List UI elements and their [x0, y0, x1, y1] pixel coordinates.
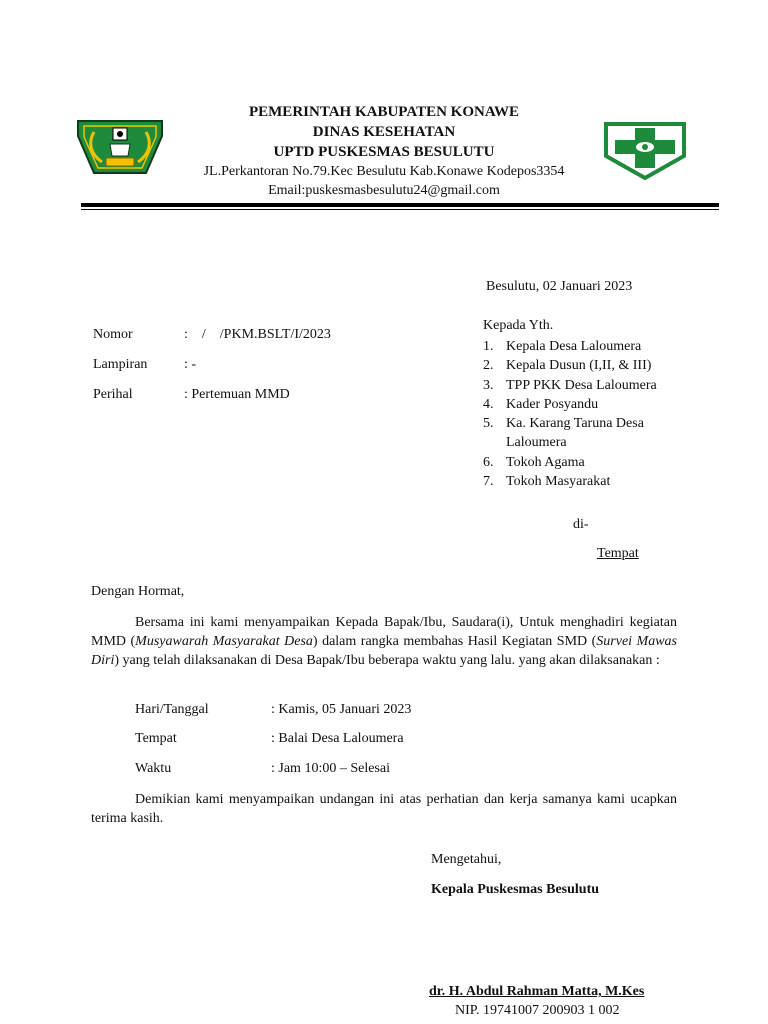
- signer-nip: NIP. 19741007 200903 1 002: [455, 1003, 620, 1018]
- lampiran-label: Lampiran: [93, 357, 148, 372]
- list-item: 2. Kepala Dusun (I,II, & III): [483, 358, 652, 374]
- mengetahui: Mengetahui,: [431, 852, 502, 867]
- konawe-regency-emblem-icon: [76, 118, 164, 178]
- letterhead-rule: [81, 203, 719, 207]
- perihal-label: Perihal: [93, 387, 133, 402]
- schedule-time-label: Waktu: [135, 761, 172, 776]
- signer-name: dr. H. Abdul Rahman Matta, M.Kes: [429, 984, 645, 999]
- smd-expansion: Survei Mawas Diri: [91, 634, 678, 669]
- list-item: 6. Tokoh Agama: [483, 454, 585, 470]
- perihal-value: : Pertemuan MMD: [184, 387, 290, 402]
- recipient-tempat: Tempat: [597, 546, 639, 561]
- schedule-day-value: : Kamis, 05 Januari 2023: [271, 702, 412, 717]
- mmd-expansion: Musyawarah Masyarakat Desa: [135, 634, 313, 650]
- nomor-label: Nomor: [93, 327, 133, 342]
- letterhead-email: Email:puskesmasbesulutu24@gmail.com: [268, 183, 500, 198]
- list-item: 5. Ka. Karang Taruna Desa Laloumera: [483, 416, 644, 451]
- recipient-heading: Kepada Yth.: [483, 318, 554, 333]
- schedule-place-label: Tempat: [135, 731, 177, 746]
- list-item: 4. Kader Posyandu: [483, 396, 599, 412]
- schedule-time-value: : Jam 10:00 – Selesai: [271, 761, 390, 776]
- letter-date: Besulutu, 02 Januari 2023: [486, 279, 633, 294]
- letterhead-unit: UPTD PUSKESMAS BESULUTU: [273, 144, 495, 160]
- body-paragraph: Bersama ini kami menyampaikan Kepada Bapak/Ibu, Saudara(i), Untuk menghadiri kegiatan MMD (Musyawarah Masyarakat Desa) dalam rangka membahas Hasil Kegiatan SMD (Survei Mawas Diri) yang telah dilaksanakan di Desa Bapak/Ibu beberapa waktu yang lalu. yang akan dilaksanakan :: [91, 615, 678, 669]
- letterhead-government: PEMERINTAH KABUPATEN KONAWE: [248, 104, 519, 120]
- letterhead-rule-thin: [81, 209, 719, 210]
- lampiran-value: : -: [184, 357, 197, 372]
- nomor-value: : / /PKM.BSLT/I/2023: [184, 327, 331, 342]
- recipient-list: [483, 337, 683, 491]
- closing-paragraph: Demikian kami menyampaikan undangan ini atas perhatian dan kerja samanya kami ucapkan terima kasih.: [91, 792, 677, 827]
- list-item: 7. Tokoh Masyarakat: [483, 474, 611, 490]
- greeting: Dengan Hormat,: [91, 584, 185, 599]
- list-item: 3. TPP PKK Desa Laloumera: [483, 377, 657, 393]
- signer-title: Kepala Puskesmas Besulutu: [431, 882, 600, 897]
- recipient-di: di-: [573, 517, 589, 532]
- schedule-place-value: : Balai Desa Laloumera: [271, 731, 404, 746]
- puskesmas-logo-icon: [603, 122, 687, 180]
- list-item: 1. Kepala Desa Laloumera: [483, 339, 642, 354]
- letterhead-department: DINAS KESEHATAN: [312, 124, 456, 140]
- schedule-day-label: Hari/Tanggal: [135, 702, 209, 717]
- letterhead-address: JL.Perkantoran No.79.Kec Besulutu Kab.Konawe Kodepos3354: [203, 164, 565, 179]
